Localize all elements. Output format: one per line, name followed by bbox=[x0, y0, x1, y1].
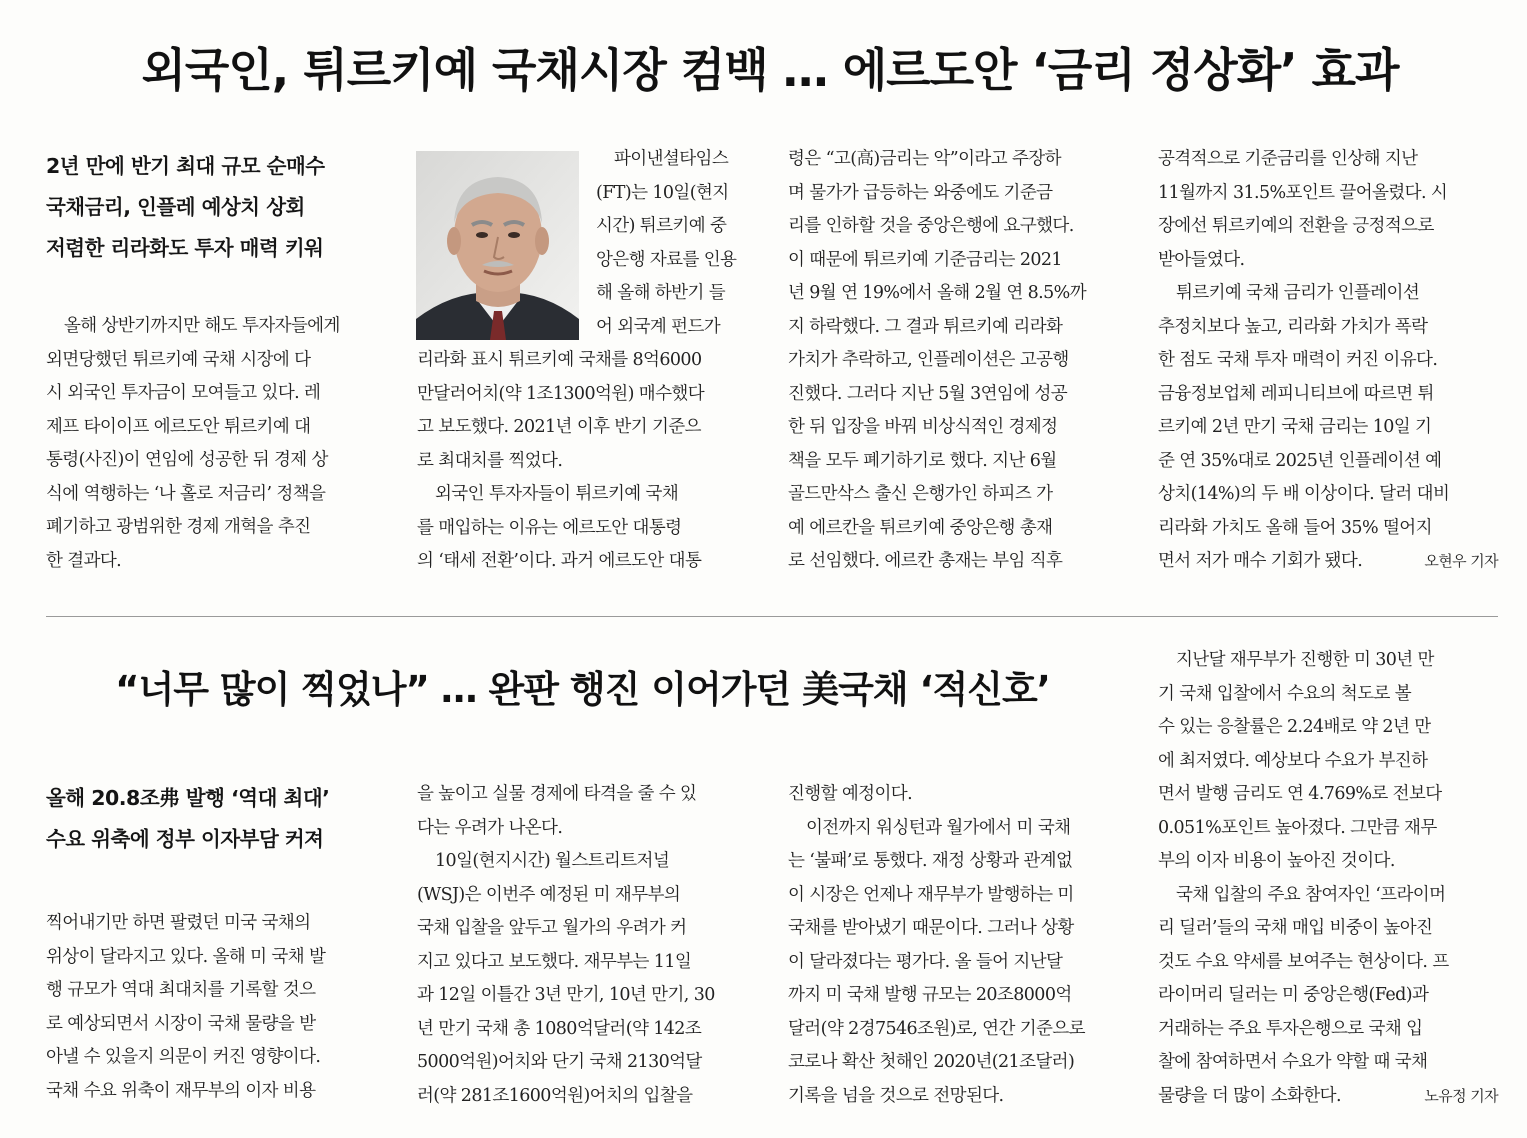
article1-headline: 외국인, 튀르키예 국채시장 컴백 … 에르도안 ‘금리 정상화’ 효과 bbox=[141, 43, 1399, 97]
text-line: 지난달 재무부가 진행한 미 30년 만 bbox=[1176, 650, 1434, 670]
text-line: 년 9월 연 19%에서 올해 2월 연 8.5%까 bbox=[788, 283, 1087, 303]
text-line: 식에 역행하는 ‘나 홀로 저금리’ 정책을 bbox=[46, 483, 326, 504]
text-line: 금융정보업체 레피니티브에 따르면 튀 bbox=[1158, 383, 1434, 404]
text-line: 국채를 받아냈기 때문이다. 그러나 상황 bbox=[788, 918, 1074, 938]
text-line: 찍어내기만 하면 팔렸던 미국 국채의 bbox=[46, 913, 311, 933]
text-line: 튀르키예 국채 금리가 인플레이션 bbox=[1176, 283, 1420, 303]
text-line: 만달러어치(약 1조1300억원) 매수했다 bbox=[417, 383, 705, 404]
article1-subheadings bbox=[46, 146, 325, 269]
text-line: 외국인 투자자들이 튀르키예 국채 bbox=[435, 484, 679, 504]
president-photo bbox=[416, 151, 579, 340]
text-line: (FT)는 10일(현지 bbox=[596, 182, 729, 203]
text-line: 가치가 추락하고, 인플레이션은 고공행 bbox=[788, 350, 1069, 370]
text-line: 리라화 표시 튀르키예 국채를 8억6000 bbox=[417, 350, 702, 370]
text-line: 해 올해 하반기 들 bbox=[596, 283, 726, 303]
text-line: 한 뒤 입장을 바꿔 비상식적인 경제정 bbox=[788, 417, 1058, 437]
text-line: 국채 입찰의 주요 참여자인 ‘프라이머 bbox=[1176, 884, 1446, 905]
text-line: 공격적으로 기준금리를 인상해 지난 bbox=[1158, 149, 1418, 169]
text-line: 로 선임했다. 에르칸 총재는 부임 직후 bbox=[788, 551, 1063, 571]
text-line: 로 최대치를 찍었다. bbox=[417, 450, 563, 471]
text-line: 상치(14%)의 두 배 이상이다. 달러 대비 bbox=[1158, 484, 1450, 504]
text-line: 거래하는 주요 투자은행으로 국채 입 bbox=[1158, 1018, 1423, 1039]
text-line: (WSJ)은 이번주 예정된 미 재무부의 bbox=[417, 884, 681, 905]
text-line: 추정치보다 높고, 리라화 가치가 폭락 bbox=[1158, 316, 1428, 337]
text-line: 책을 모두 폐기하기로 했다. 지난 6월 bbox=[788, 450, 1057, 471]
text-line: 이 때문에 튀르키예 기준금리는 2021 bbox=[788, 249, 1062, 270]
text-line bbox=[1158, 1080, 1498, 1114]
article2-subheadings bbox=[46, 778, 329, 860]
text-line: 올해 상반기까지만 해도 투자자들에게 bbox=[64, 316, 340, 336]
text-line: 아낼 수 있을지 의문이 커진 영향이다. bbox=[46, 1047, 321, 1067]
text-line: 10일(현지시간) 월스트리트저널 bbox=[435, 851, 670, 871]
text-line: 령은 “고(高)금리는 악”이라고 주장하 bbox=[788, 149, 1061, 169]
text-line-end: 면서 저가 매수 기회가 됐다. bbox=[1158, 551, 1363, 571]
text-line: 고 보도했다. 2021년 이후 반기 기준으 bbox=[417, 417, 701, 437]
text-line: 년 만기 국채 총 1080억달러(약 142조 bbox=[417, 1018, 702, 1039]
article1-column-2-beside-photo bbox=[596, 143, 758, 344]
text-line: 11월까지 31.5%포인트 끌어올렸다. 시 bbox=[1158, 182, 1448, 203]
article1-column-1 bbox=[46, 310, 391, 578]
text-line: 을 높이고 실물 경제에 타격을 줄 수 있 bbox=[417, 784, 697, 804]
text-line: 에 최저였다. 예상보다 수요가 부진하 bbox=[1158, 750, 1428, 771]
article2-column-1 bbox=[46, 907, 391, 1108]
text-line: 파이낸셜타임스 bbox=[614, 149, 729, 169]
article2-column-3 bbox=[788, 778, 1133, 1113]
text-line: 지고 있다고 보도했다. 재무부는 11일 bbox=[417, 951, 692, 972]
text-line: 지 하락했다. 그 결과 튀르키예 리라화 bbox=[788, 316, 1063, 337]
text-line: 한 결과다. bbox=[46, 550, 122, 571]
text-line: 위상이 달라지고 있다. 올해 미 국채 발 bbox=[46, 946, 326, 967]
text-line bbox=[1158, 545, 1498, 579]
text-line: 코로나 확산 첫해인 2020년(21조달러) bbox=[788, 1052, 1075, 1072]
text-line: 시 외국인 투자금이 모여들고 있다. 레 bbox=[46, 383, 321, 403]
text-line: 받아들였다. bbox=[1158, 249, 1245, 270]
text-line: 0.051%포인트 높아졌다. 그만큼 재무 bbox=[1158, 817, 1437, 838]
text-line: 폐기하고 광범위한 경제 개혁을 추진 bbox=[46, 517, 311, 537]
text-line: 앙은행 자료를 인용 bbox=[596, 249, 737, 270]
text-line: 장에선 튀르키예의 전환을 긍정적으로 bbox=[1158, 216, 1434, 236]
text-line: 진행할 예정이다. bbox=[788, 784, 913, 804]
text-line: 를 매입하는 이유는 에르도안 대통령 bbox=[417, 517, 682, 538]
text-line: 로 예상되면서 시장이 국채 물량을 받 bbox=[46, 1013, 316, 1034]
text-line: 찰에 참여하면서 수요가 약할 때 국채 bbox=[1158, 1052, 1428, 1072]
text-line: 국채 입찰을 앞두고 월가의 우려가 커 bbox=[417, 918, 687, 938]
text-line: 골드만삭스 출신 은행가인 하피즈 가 bbox=[788, 484, 1053, 504]
text-line: 이전까지 워싱턴과 월가에서 미 국채 bbox=[806, 817, 1071, 838]
article2-column-4 bbox=[1158, 644, 1503, 1113]
article1-column-3 bbox=[788, 143, 1133, 579]
subhead-line: 수요 위축에 정부 이자부담 커져 bbox=[46, 827, 324, 851]
text-line: 의 ‘태세 전환’이다. 과거 에르도안 대통 bbox=[417, 551, 702, 571]
text-line: 어 외국계 펀드가 bbox=[596, 316, 721, 337]
text-line: 이 달라졌다는 평가다. 올 들어 지난달 bbox=[788, 951, 1063, 972]
text-line: 한 점도 국채 투자 매력이 커진 이유다. bbox=[1158, 350, 1438, 370]
article2-headline: “너무 많이 찍었나” … 완판 행진 이어가던 美국채 ‘적신호’ bbox=[115, 668, 1050, 711]
text-line: 부의 이자 비용이 높아진 것이다. bbox=[1158, 851, 1395, 871]
text-line: 예 에르칸을 튀르키예 중앙은행 총재 bbox=[788, 517, 1053, 538]
text-line: 것도 수요 약세를 보여주는 현상이다. 프 bbox=[1158, 951, 1449, 972]
text-line: 제프 타이이프 에르도안 튀르키예 대 bbox=[46, 416, 311, 437]
subhead-line: 올해 20.8조弗 발행 ‘역대 최대’ bbox=[46, 786, 330, 810]
text-line: 과 12일 이틀간 3년 만기, 10년 만기, 30 bbox=[417, 985, 715, 1005]
subhead-line: 2년 만에 반기 최대 규모 순매수 bbox=[46, 154, 325, 178]
article1-column-4 bbox=[1158, 143, 1503, 579]
text-line: 국채 수요 위축이 재무부의 이자 비용 bbox=[46, 1080, 316, 1101]
text-line: 5000억원)어치와 단기 국채 2130억달 bbox=[417, 1052, 702, 1072]
text-line: 행 규모가 역대 최대치를 기록할 것으 bbox=[46, 980, 316, 1000]
subhead-line: 국채금리, 인플레 예상치 상회 bbox=[46, 195, 305, 219]
text-line: 며 물가가 급등하는 와중에도 기준금 bbox=[788, 182, 1053, 203]
text-line: 까지 미 국채 발행 규모는 20조8000억 bbox=[788, 985, 1072, 1005]
text-line: 준 연 35%대로 2025년 인플레이션 예 bbox=[1158, 450, 1442, 471]
text-line: 면서 발행 금리도 연 4.769%로 전보다 bbox=[1158, 784, 1442, 804]
text-line: 리를 인하할 것을 중앙은행에 요구했다. bbox=[788, 216, 1074, 236]
text-line: 외면당했던 튀르키예 국채 시장에 다 bbox=[46, 349, 311, 370]
text-line: 시간) 튀르키예 중 bbox=[596, 216, 727, 236]
article1-column-2 bbox=[417, 344, 762, 579]
text-line: 통령(사진)이 연임에 성공한 뒤 경제 상 bbox=[46, 450, 328, 470]
portrait-illustration bbox=[416, 151, 579, 340]
text-line: 진했다. 그러다 지난 5월 3연임에 성공 bbox=[788, 383, 1068, 404]
text-line: 이 시장은 언제나 재무부가 발행하는 미 bbox=[788, 884, 1074, 905]
byline: 노유정 기자 bbox=[1424, 1086, 1498, 1105]
text-line: 달러(약 2경7546조원)로, 연간 기준으로 bbox=[788, 1018, 1085, 1039]
byline: 오현우 기자 bbox=[1424, 552, 1498, 570]
text-line: 는 ‘불패’로 통했다. 재정 상황과 관계없 bbox=[788, 851, 1073, 871]
text-line: 라이머리 딜러는 미 중앙은행(Fed)과 bbox=[1158, 985, 1429, 1005]
text-line: 러(약 281조1600억원)어치의 입찰을 bbox=[417, 1085, 693, 1106]
text-line: 리라화 가치도 올해 들어 35% 떨어지 bbox=[1158, 517, 1432, 538]
article2-column-2 bbox=[417, 778, 762, 1113]
text-line: 기록을 넘을 것으로 전망된다. bbox=[788, 1085, 1004, 1106]
subhead-line: 저렴한 리라화도 투자 매력 키워 bbox=[46, 236, 324, 260]
text-line: 기 국채 입찰에서 수요의 척도로 볼 bbox=[1158, 683, 1412, 704]
text-line: 수 있는 응찰률은 2.24배로 약 2년 만 bbox=[1158, 717, 1431, 737]
text-line: 르키예 2년 만기 국채 금리는 10일 기 bbox=[1158, 417, 1432, 437]
text-line-end: 물량을 더 많이 소화한다. bbox=[1158, 1085, 1341, 1106]
text-line: 다는 우려가 나온다. bbox=[417, 817, 563, 838]
text-line: 리 딜러’들의 국채 매입 비중이 높아진 bbox=[1158, 918, 1433, 938]
article-divider bbox=[46, 616, 1498, 617]
